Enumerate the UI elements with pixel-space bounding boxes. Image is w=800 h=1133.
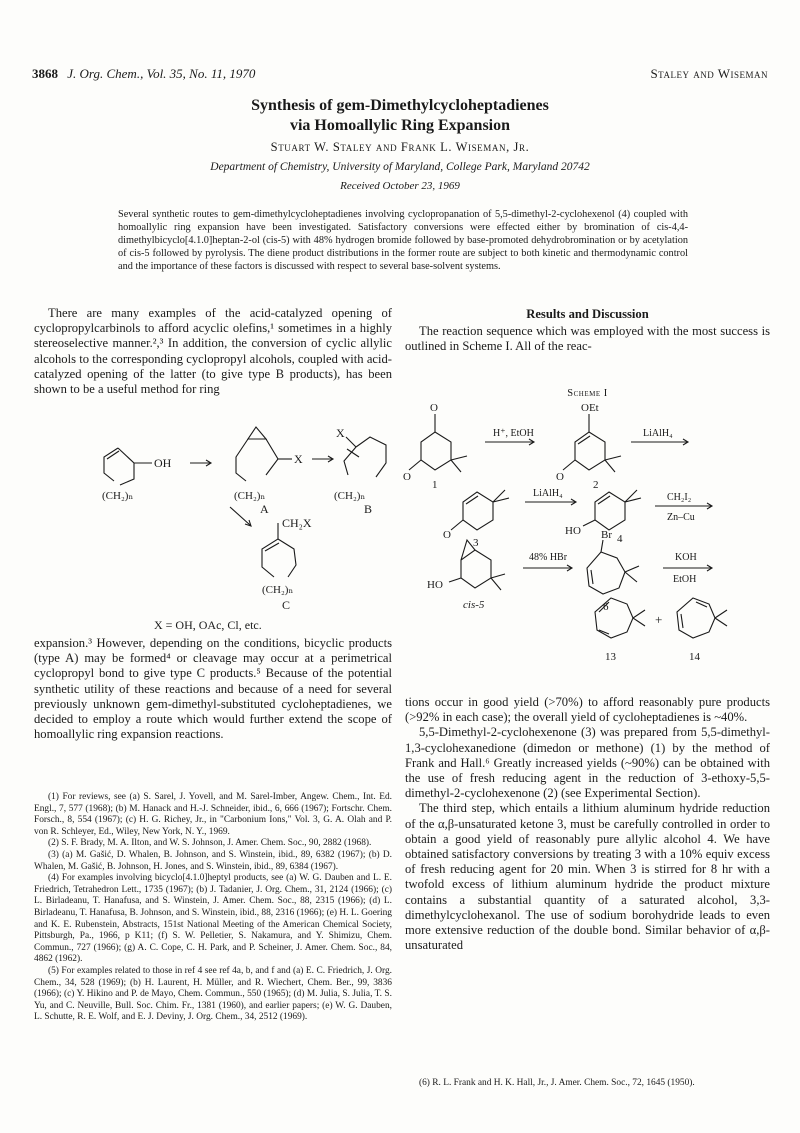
a-ring-right bbox=[266, 439, 278, 475]
cpd1-o-top: O bbox=[430, 402, 438, 414]
footnote-4: (4) For examples involving bicyclo[4.1.0]heptyl products, see (a) W. G. Dauben and L. E. Friedrich, Tetrahedron Lett., 1735 (1967); (b) J. Tadanier, J. Org. Chem., 31, 2124 (1966); (c) L. Birladeanu, T. Hanafusa, and S. Winstein, J. Amer. Chem. Soc., 88, 2315 (1966); (d) L. Birladeanu, T. Hanafusa, B. Johnson, and S. Winstein, ibid., 88, 2316 (1966); (e) H. L. Goering and K. E. Rubenstein, Abstracts, 151st National Meeting of the American Chemical Society, Pittsburgh, Pa., 1966, p K11; (f) S. W. Pelletier, S. Nakamura, and Y. Shimizu, Chem. Commun., 727 (1966); (g) A. C. Cope, C. H. Park, and P. Scheiner, J. Amer. Chem. Soc., 84, 4862 (1962). bbox=[34, 873, 392, 965]
b-ring-right bbox=[356, 437, 386, 477]
section-heading-results: Results and Discussion bbox=[526, 307, 649, 321]
cpd6-gem-dimethyl bbox=[625, 566, 639, 582]
author-affiliation: Department of Chemistry, University of Maryland, College Park, Maryland 20742 bbox=[210, 161, 590, 173]
cpd13-number: 13 bbox=[605, 651, 616, 663]
cpd14-gem-dimethyl bbox=[715, 610, 727, 626]
cpd14-number: 14 bbox=[689, 651, 700, 663]
intro-paragraph bbox=[34, 306, 392, 397]
x-definition: X = OH, OAc, Cl, etc. bbox=[154, 618, 262, 632]
received-date: Received October 23, 1969 bbox=[340, 180, 460, 192]
cpd2-ring bbox=[575, 432, 605, 470]
a-cyclopropane bbox=[248, 427, 266, 439]
a-x-label: X bbox=[294, 452, 303, 466]
cpd4-oh-bond bbox=[583, 520, 595, 526]
reagent-lialh4-1: LiAlH₄ bbox=[643, 428, 673, 439]
arrow-to-c bbox=[230, 507, 250, 525]
footnote-1: (1) For reviews, see (a) S. Sarel, J. Yovell, and M. Sarel-Imber, Angew. Chem., Int. Ed. Engl., 7, 577 (1968); (b) M. Hanack and H.-J. Schneider, ibid., 6, 666 (1967); Fortschr. Chem. Forsch., 8, 554 (1967); (c) H. G. Richey, Jr., in "Carbonium Ions," Vol. 3, G. A. Olah and P. von R. Schleyer, Ed., Wiley, New York, N. Y., 1969. bbox=[34, 792, 392, 837]
cpd13-ring bbox=[595, 598, 633, 638]
title-line-2: via Homoallylic Ring Expansion bbox=[289, 117, 511, 134]
results-paragraph-2: tions occur in good yield (>70%) to afford reasonably pure products (>92% in each case); the overall yield of cycloheptadienes is ~40%. bbox=[405, 695, 770, 725]
results-paragraph-3: 5,5-Dimethyl-2-cyclohexenone (3) was prepared from 5,5-dimethyl-1,3-cyclohexanedione (dimedon or methone) (1) by the method of Frank and Hall.⁶ Greatly increased yields (~90%) can be obtained with the use of fresh reducing agent in the reduction of 3-ethoxy-5,5-dimethyl-2-cyclohexenone (2) (see Experimental Section). bbox=[405, 725, 770, 801]
footnote-3: (3) (a) M. Gašić, D. Whalen, B. Johnson, and S. Winstein, ibid., 89, 6382 (1967); (b) D. Whalen, M. Gašić, B. Johnson, H. Jones, and S. Winstein, ibid., 89, 6384 (1967). bbox=[34, 849, 392, 872]
cpd4-number: 4 bbox=[617, 533, 623, 545]
cpd4-double-bond bbox=[598, 496, 610, 504]
intro-continued bbox=[34, 636, 392, 742]
scheme-label: Scheme I bbox=[567, 388, 608, 399]
start-ring-double-bond bbox=[107, 451, 119, 459]
ring-expansion-figure bbox=[34, 415, 392, 635]
cpd3-number: 3 bbox=[473, 537, 479, 549]
intro-text: There are many examples of the acid-catalyzed opening of cyclopropylcarbinols to afford acyclic olefins,¹ sometimes in a highly stereoselective manner.²,³ In addition, the conversion of cyclic allylic alcohols to the corresponding cyclopropyl alcohols, coupled with acid-catalyzed opening of the latter (to give type B products), has been shown to be a useful method for ring bbox=[34, 306, 392, 397]
abstract: Several synthetic routes to gem-dimethylcycloheptadienes involving cyclopropanation of 5,5-dimethyl-2-cyclohexenol (4) coupled with homoallylic ring expansion have been investigated. Satisfactory conversions were effected either by bromination of cis-4,4-dimethylbicyclo[4.1.0]heptan-2-ol (cis-5) with 48% hydrogen bromide followed by base-promoted dehydrobromination or by acetylation of cis-5 followed by pyrolysis. The diene product distributions in the former route are subject to both kinetic and thermodynamic control and the importance of these factors is discussed with respect to several base-solvent systems. bbox=[118, 209, 688, 272]
b-x-bond bbox=[346, 437, 356, 447]
cpd3-ring bbox=[463, 492, 493, 530]
cpd4-gem-dimethyl bbox=[625, 490, 641, 502]
cpd14-double-bonds bbox=[681, 602, 707, 628]
cpd3-gem-dimethyl bbox=[493, 490, 509, 502]
reagent-h-etoh: H⁺, EtOH bbox=[493, 428, 534, 439]
cpd4-ring bbox=[595, 492, 625, 530]
results-paragraph-1: The reaction sequence which was employed with the most success is outlined in Scheme I. All of the reac- bbox=[405, 324, 770, 354]
cpd1-ring bbox=[421, 432, 451, 470]
article-title bbox=[0, 96, 800, 136]
reagent-lialh4-2: LiAlH₄ bbox=[533, 488, 563, 499]
start-oh-label: OH bbox=[154, 456, 172, 470]
label-type-b: B bbox=[364, 502, 373, 516]
cpd1-gem-dimethyl bbox=[451, 456, 467, 472]
cpd6-br-bond bbox=[601, 540, 603, 552]
footnotes-right bbox=[405, 1078, 770, 1090]
scheme-1 bbox=[405, 398, 770, 666]
a-ch2n-label: (CH₂)ₙ bbox=[234, 490, 266, 502]
start-ch2n-label: (CH₂)ₙ bbox=[102, 490, 134, 502]
c-ring-left bbox=[262, 523, 278, 577]
intro-cont-text: expansion.³ However, depending on the conditions, bicyclic products (type A) may be formed⁴ or cleavage may occur at a perimetrical cyclopropyl bond to give type C products.⁵ Because of the potential synthetic utility of these reactions and because of a need for several previously unknown gem-dimethyl-substituted cycloheptadienes, we decided to employ a route which would further extend the scope of homoallylic ring expansion reactions. bbox=[34, 636, 392, 742]
page-number: 3868 bbox=[32, 66, 58, 81]
journal-citation: J. Org. Chem., Vol. 35, No. 11, 1970 bbox=[67, 66, 256, 81]
cis5-ring bbox=[461, 550, 491, 588]
cpd2-oet: OEt bbox=[581, 402, 599, 414]
article-authors: Stuart W. Staley and Frank L. Wiseman, Jr. bbox=[270, 140, 530, 154]
footnotes-left bbox=[34, 792, 392, 1024]
reagent-zncu: Zn–Cu bbox=[667, 512, 695, 523]
cpd2-gem-dimethyl bbox=[605, 456, 621, 472]
footnote-5: (5) For examples related to those in ref 4 see ref 4a, b, and f and (a) E. C. Friedrich, J. Org. Chem., 34, 528 (1969); (b) H. Laurent, H. Müller, and R. Wiechert, Chem. Ber., 99, 3836 (1966); (c) Y. Hikino and P. de Mayo, Chem. Commun., 550 (1965); (d) M. Julia, S. Julia, T. S. Yu, and C. Neuville, Bull. Soc. Chim. Fr., 1381 (1960), and earlier papers; (e) W. G. Dauben, L. Schutte, R. E. Wolf, and E. J. Deviny, J. Org. Chem., 34, 2512 (1969). bbox=[34, 965, 392, 1023]
reagent-ch2i2: CH₂I₂ bbox=[667, 492, 692, 503]
cpd3-o: O bbox=[443, 529, 451, 541]
cpd6-double-bond bbox=[591, 570, 593, 584]
cpd2-co bbox=[563, 460, 575, 470]
footnote-6: (6) R. L. Frank and H. K. Hall, Jr., J. Amer. Chem. Soc., 72, 1645 (1950). bbox=[419, 1078, 695, 1088]
cpd2-number: 2 bbox=[593, 479, 599, 491]
label-type-c: C bbox=[282, 598, 291, 612]
cpd3-double-bond bbox=[466, 496, 478, 504]
c-ch2n-label: (CH₂)ₙ bbox=[262, 584, 294, 596]
title-line-1: Synthesis of gem-Dimethylcycloheptadienes bbox=[251, 97, 549, 114]
c-ch2x-label: CH₂X bbox=[282, 516, 312, 530]
start-ring-bonds bbox=[118, 448, 134, 485]
a-ring-left bbox=[236, 439, 248, 481]
cis5-gem-dimethyl bbox=[491, 574, 505, 590]
cpd6-ring bbox=[587, 552, 625, 594]
cpd1-co-bottom bbox=[409, 460, 421, 470]
cis5-oh-bond bbox=[449, 578, 461, 582]
cpd4-ho: HO bbox=[565, 525, 581, 537]
results-paragraphs bbox=[405, 695, 770, 953]
reagent-hbr: 48% HBr bbox=[529, 552, 568, 563]
running-head bbox=[32, 66, 768, 84]
cpd6-br: Br bbox=[601, 529, 612, 541]
cpd3-co bbox=[451, 520, 463, 530]
plus-sign: + bbox=[655, 612, 663, 627]
cpd2-double-bond bbox=[578, 436, 590, 444]
cpd14-ring bbox=[677, 598, 715, 638]
reagent-koh: KOH bbox=[675, 552, 697, 563]
results-paragraph-4: The third step, which entails a lithium aluminum hydride reduction of the α,β-unsaturated ketone 3, must be carefully controlled in order to obtain a good yield of reasonably pure allylic alcohol 4. We have obtained satisfactory conversions by treating 3 with a 10% equiv excess of fresh reducing agent for 20 min. When 3 is stirred for 8 hr with a twofold excess of lithium aluminum hydride the product mixture contains a substantial quantity of a saturated alcohol, 3,3-dimethylcyclohexanol. The use of sodium borohydride leads to even more extensive reduction of the double bond. Similar behavior of α,β-unsaturated bbox=[405, 801, 770, 953]
cis5-number: cis-5 bbox=[463, 599, 485, 611]
reagent-etoh: EtOH bbox=[673, 574, 697, 585]
label-type-a: A bbox=[260, 502, 269, 516]
footnote-2: (2) S. F. Brady, M. A. Ilton, and W. S. Johnson, J. Amer. Chem. Soc., 90, 2882 (1968). bbox=[48, 838, 372, 849]
cpd2-o: O bbox=[556, 471, 564, 483]
cpd1-number: 1 bbox=[432, 479, 438, 491]
running-authors: Staley and Wiseman bbox=[650, 66, 768, 81]
cpd6-number: 6 bbox=[603, 601, 609, 613]
cis5-ho: HO bbox=[427, 579, 443, 591]
cpd1-o-bottom: O bbox=[403, 471, 411, 483]
b-ch2n-label: (CH₂)ₙ bbox=[334, 490, 366, 502]
c-ring-right bbox=[278, 539, 296, 577]
b-x-label: X bbox=[336, 426, 345, 440]
cpd13-gem-dimethyl bbox=[633, 610, 645, 626]
c-double-bond bbox=[265, 543, 279, 551]
